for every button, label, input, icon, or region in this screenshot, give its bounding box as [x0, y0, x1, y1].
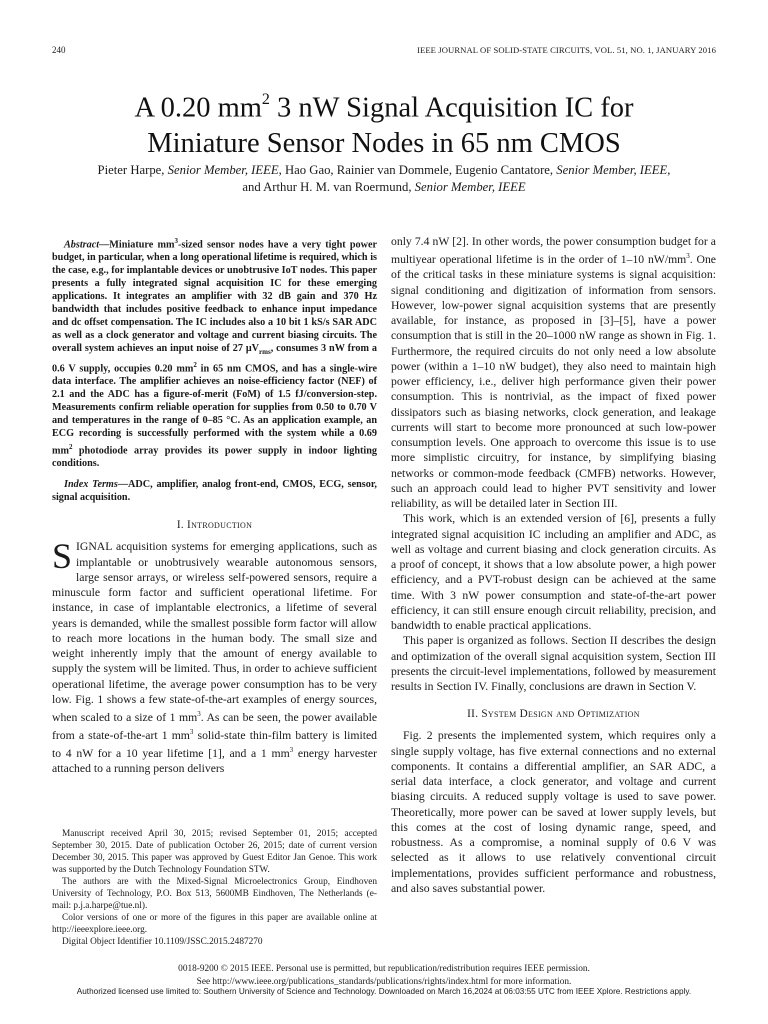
right-column	[391, 234, 716, 896]
author-3-role: Senior Member, IEEE	[414, 180, 526, 194]
left-column	[52, 235, 377, 777]
abstract-text-1: —Miniature mm	[99, 239, 175, 251]
intro-text-4: energy harvester attached to a running person delivers	[52, 747, 377, 776]
index-terms-label: Index Terms	[64, 479, 118, 491]
title-line2: Miniature Sensor Nodes in 65 nm CMOS	[147, 127, 621, 159]
copyright-line-1: 0018-9200 © 2015 IEEE. Personal use is permitted, but republication/redistribution requires IEEE permission.	[178, 964, 590, 974]
author-1-role: Senior Member, IEEE	[167, 163, 279, 177]
footnotes	[52, 828, 377, 948]
abstract-text-5: photodiode array provides its power supply in indoor lighting conditions.	[52, 445, 377, 470]
footnote-manuscript: Manuscript received April 30, 2015; revised September 01, 2015; accepted September 30, 2015. Date of publication October 26, 2015; date of current version December 30, 2015. This paper was approved by Guest Editor Jan Genoe. This work was supported by the Dutch Technology Foundation STW.	[52, 829, 377, 875]
author-2: , Hao Gao, Rainier van Dommele, Eugenio Cantatore,	[278, 163, 557, 177]
intro-sup-3: 3	[289, 746, 294, 755]
section-heading-introduction: I. Introduction	[176, 519, 253, 532]
dropcap: S	[52, 536, 73, 577]
copyright-notice	[40, 963, 728, 988]
right-paragraph-2: This work, which is an extended version of [6], presents a fully integrated signal acquisition IC including an amplifier and ADC, as well as voltage and current biasing and clock generation circuits. As a proof of concept, it shows that a low absolute power, a high power efficiency, and a PVT-robust design can be achieved at the same time. With 3 nW power consumption and state-of-the-art power efficiency, it can still ensure enough circuit reliability, precision, and bandwidth to enable practical applications.	[391, 512, 716, 633]
intro-text-3: solid-state thin-film battery is limited to 4 nW for a 10 year lifetime [1], and a 1 mm	[52, 729, 377, 761]
author-list: Pieter Harpe, Senior Member, IEEE, Hao Gao, Rainier van Dommele, Eugenio Cantatore, Senior Member, IEEE, and Arthur H. M. van Roermund, Senior Member, IEEE	[97, 163, 671, 194]
right-text-1a: only 7.4 nW [2]. In other words, the power consumption budget for a multiyear operational lifetime is in the order of 1–10 nW/mm	[391, 235, 716, 267]
abstract-sub-1: rms	[259, 348, 271, 357]
abstract-text-3: , consumes 3 nW from a 0.6 V supply, occupies 0.20 mm	[52, 343, 377, 375]
title-line1-b: 3 nW Signal Acquisition IC for	[269, 92, 634, 124]
title-sup: 2	[261, 91, 270, 108]
page-number: 240	[52, 45, 66, 55]
intro-sup-2: 3	[189, 728, 194, 737]
abstract-sup-2: 2	[193, 361, 197, 369]
section-heading-system-design: II. System Design and Optimization	[467, 708, 640, 721]
paper-title	[40, 84, 728, 161]
intro-text-1: IGNAL acquisition systems for emerging applications, such as implantable or unobtrusively wearable autonomous sensors, large sensor arrays, or wireless self-powered sensors, require a minuscule form factor and sufficient operational lifetime. For instance, in case of implantable electronics, a lifetime of several years is demanded, while the smallest possible form factor will allow to reach more locations in the human body. The small size and weight inherently imply that the amount of energy available to supply the system will be limited. Thus, in order to achieve sufficient operational lifetime, the average power consumption has to be very low. Fig. 1 shows a few state-of-the-art examples of energy sources, when scaled to a size of 1 mm	[52, 540, 377, 724]
author-2-role: Senior Member, IEEE	[556, 163, 668, 177]
footnote-affiliation: The authors are with the Mixed-Signal Microelectronics Group, Eindhoven University of Technology, P.O. Box 513, 5600MB Eindhoven, The Netherlands (e-mail: p.j.a.harpe@tue.nl).	[52, 877, 377, 911]
journal-header: IEEE JOURNAL OF SOLID-STATE CIRCUITS, VOL. 51, NO. 1, JANUARY 2016	[417, 45, 716, 55]
index-terms-text: —ADC, amplifier, analog front-end, CMOS, ECG, sensor, signal acquisition.	[52, 479, 377, 504]
author-1: Pieter Harpe,	[97, 163, 168, 177]
abstract	[52, 235, 377, 471]
footnote-color: Color versions of one or more of the figures in this paper are available online at http://ieeexplore.ieee.org.	[52, 913, 377, 935]
intro-paragraph	[52, 536, 378, 776]
authorized-use-notice: Authorized licensed use limited to: Southern University of Science and Technology. Downloaded on March 16,2024 at 06:03:55 UTC from IEEE Xplore. Restrictions apply.	[76, 987, 692, 996]
intro-text-2: . As can be seen, the power available from a state-of-the-art 1 mm	[52, 710, 378, 743]
footnote-doi: Digital Object Identifier 10.1109/JSSC.2015.2487270	[62, 937, 263, 947]
right-text-1b: . One of the critical tasks in these miniature systems is signal acquisition: signal conditioning and digitization of information from sensors. However, low-power signal acquisition systems that are presently available, for instance, as proposed in [3]–[5], have a power consumption that is still in the 20–1000 nW range as shown in Fig. 1. Furthermore, the required circuits do not only need a low absolute power (within a 1–10 nW budget), they also need to maintain high power efficiency, i.e., deliver high performance given their power consumption. This is nontrivial, as the impact of fixed power dissipators such as biasing networks, clock generation, and leakage currents will start to become more pronounced at such low-power consumption levels. One approach to overcome this issue is to use more simplistic circuitry, for instance, by simplifying biasing networks or common-mode feedback (CMFB) networks. However, such an approach could lead to higher PVT sensitivity and lower reliability, as will be detailed later in Section III.	[391, 253, 716, 511]
right-paragraph-3: This paper is organized as follows. Section II describes the design and optimization of the overall signal acquisition system, Section III presents the circuit-level implementations, followed by measurement results in Section IV. Finally, conclusions are drawn in Section V.	[391, 634, 716, 694]
index-terms	[52, 479, 377, 505]
title-line1-a: A 0.20 mm	[134, 92, 262, 124]
abstract-sup-1: 3	[174, 237, 178, 245]
copyright-line-2: See http://www.ieee.org/publications_standards/publications/rights/index.html for more information.	[196, 976, 572, 987]
abstract-sup-3: 2	[68, 443, 73, 452]
right-paragraph-1	[391, 234, 716, 511]
author-3: and Arthur H. M. van Roermund,	[242, 180, 415, 194]
right-paragraph-4: Fig. 2 presents the implemented system, which requires only a single supply voltage, has five external connections and no external components. It contains a differential amplifier, an SAR ADC, a serial data interface, a clock generator, and voltage and current biasing circuits. A reduced supply voltage is used to save power. Theoretically, more power can be saved at lower supply levels, but this comes at the cost of losing dynamic range, speed, and robustness. As a compromise, a nominal supply of 0.6 V was selected as it allows to use relatively conventional circuit implementations, provides sufficient performance and robustness, and also saves substantial power.	[391, 729, 716, 895]
abstract-text-4: in 65 nm CMOS, and has a single-wire data interface. The amplifier achieves an noise-efficiency factor (NEF) of 2.1 and the ADC has a figure-of-merit (FoM) of 1.5 fJ/conversion-step. Measurements confirm reliable operation for supplies from 0.50 to 0.70 V and temperatures in the range of 0–85 °C. As an application example, an ECG recording is successfully performed with the system while a 0.69 mm	[52, 363, 377, 457]
intro-sup-1: 3	[197, 710, 201, 719]
abstract-label: Abstract	[64, 239, 100, 251]
right-sup-1: 3	[686, 252, 690, 261]
abstract-text-2: -sized sensor nodes have a very tight power budget, in particular, when a long operational lifetime is required, which is the case, e.g., for implantable devices or unobtrusive IoT nodes. This paper presents a fully integrated signal acquisition IC for these emerging applications. It integrates an amplifier with 32 dB gain and 370 Hz bandwidth that includes positive feedback to enhance input impedance and dc offset compensation. The IC includes also a 10 bit 1 kS/s SAR ADC as well as a clock generator and voltage and current biasing circuits. The overall system achieves an input noise of 27 μV	[52, 239, 377, 355]
